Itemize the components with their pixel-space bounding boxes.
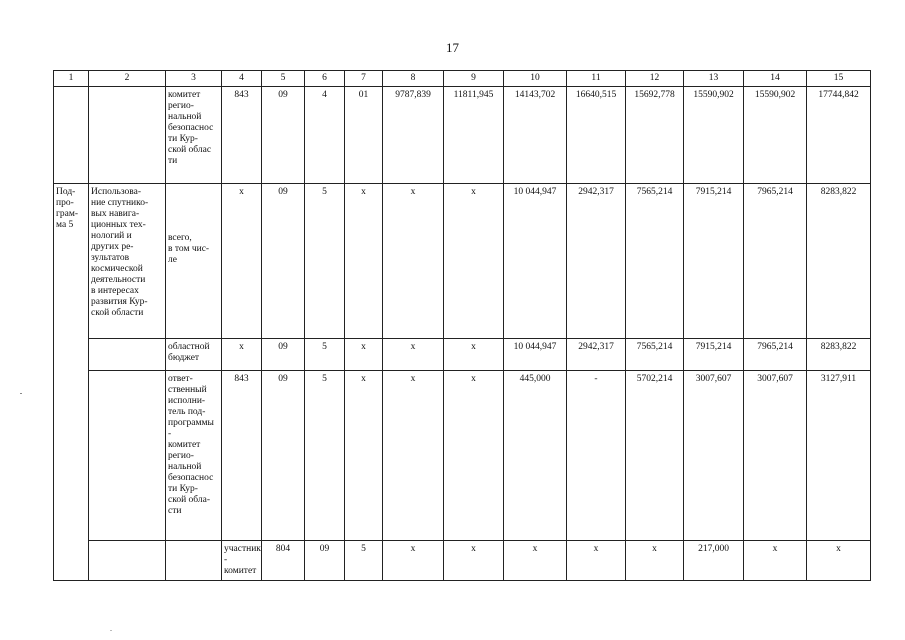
total-label: всего, в том чис- ле	[168, 233, 210, 265]
value-cell: 09	[262, 339, 305, 371]
value-cell: 8283,822	[807, 339, 871, 371]
subprogram-label: Под- про- грам- ма 5	[54, 184, 89, 581]
value-cell: 09	[262, 184, 305, 339]
header-cell: 4	[222, 71, 262, 87]
value-cell: 5	[305, 184, 345, 339]
value-cell: 843	[222, 87, 262, 184]
table-row	[54, 184, 871, 339]
value-cell: 10 044,947	[504, 184, 567, 339]
value-cell: 09	[262, 87, 305, 184]
header-cell: 1	[54, 71, 89, 87]
value-cell: х	[383, 339, 444, 371]
value-cell: 15590,902	[744, 87, 807, 184]
header-cell: 12	[626, 71, 684, 87]
subprogram-description: Использова- ние спутнико- вых навига- ционных тех- нологий и других ре- зультатов космической деятельности в интересах развития Кур- ской области	[89, 184, 166, 339]
empty-cell	[89, 541, 166, 581]
header-cell: 7	[345, 71, 383, 87]
value-cell: 09	[262, 371, 305, 541]
header-cell: 13	[684, 71, 744, 87]
header-cell: 14	[744, 71, 807, 87]
value-cell: х	[444, 339, 504, 371]
value-cell: х	[444, 184, 504, 339]
value-cell: 14143,702	[504, 87, 567, 184]
value-cell: 7565,214	[626, 184, 684, 339]
value-cell: 843	[222, 371, 262, 541]
value-cell: -	[567, 371, 626, 541]
header-cell: 2	[89, 71, 166, 87]
value-cell: 01	[345, 87, 383, 184]
value-cell: х	[444, 371, 504, 541]
header-cell: 6	[305, 71, 345, 87]
value-cell: 5	[345, 541, 383, 581]
value-cell: х	[222, 184, 262, 339]
executor-cell: ответ- ственный исполни- тель под- программы - комитет регио- нальной безопаснос ти Кур- ской обла- сти	[166, 371, 222, 541]
executor-cell: комитет регио- нальной безопаснос ти Кур- ской облас ти	[166, 87, 222, 184]
value-cell: 09	[305, 541, 345, 581]
empty-cell	[89, 371, 166, 541]
page-number: 17	[446, 40, 459, 55]
value-cell: 5	[305, 371, 345, 541]
table-header-row	[54, 71, 871, 87]
value-cell: х	[345, 339, 383, 371]
value-cell: 2942,317	[567, 339, 626, 371]
executor-cell: участник - комитет	[222, 541, 262, 581]
executor-cell	[166, 184, 222, 339]
value-cell: х	[626, 541, 684, 581]
value-cell: х	[807, 541, 871, 581]
value-cell: 17744,842	[807, 87, 871, 184]
value-cell: 5702,214	[626, 371, 684, 541]
empty-cell	[89, 339, 166, 371]
table-row	[54, 541, 871, 581]
value-cell: 2942,317	[567, 184, 626, 339]
value-cell: 7915,214	[684, 184, 744, 339]
empty-cell	[89, 87, 166, 184]
value-cell: 3007,607	[744, 371, 807, 541]
scan-speck	[20, 393, 22, 394]
value-cell: 5	[305, 339, 345, 371]
table-row	[54, 87, 871, 184]
value-cell: 7565,214	[626, 339, 684, 371]
value-cell: 9787,839	[383, 87, 444, 184]
value-cell: 15590,902	[684, 87, 744, 184]
executor-cell: областной бюджет	[166, 339, 222, 371]
value-cell: 445,000	[504, 371, 567, 541]
empty-cell	[166, 541, 222, 581]
value-cell: 8283,822	[807, 184, 871, 339]
header-cell: 11	[567, 71, 626, 87]
value-cell: 7965,214	[744, 339, 807, 371]
value-cell: х	[383, 541, 444, 581]
value-cell: 4	[305, 87, 345, 184]
value-cell: 7915,214	[684, 339, 744, 371]
value-cell: х	[345, 184, 383, 339]
value-cell: х	[504, 541, 567, 581]
value-cell: 11811,945	[444, 87, 504, 184]
table-row	[54, 371, 871, 541]
budget-table	[53, 70, 871, 581]
header-cell: 9	[444, 71, 504, 87]
value-cell: х	[345, 371, 383, 541]
value-cell: 217,000	[684, 541, 744, 581]
table-row	[54, 339, 871, 371]
value-cell: х	[744, 541, 807, 581]
header-cell: 15	[807, 71, 871, 87]
header-cell: 8	[383, 71, 444, 87]
value-cell: 3007,607	[684, 371, 744, 541]
value-cell: х	[567, 541, 626, 581]
value-cell: 10 044,947	[504, 339, 567, 371]
scan-speck	[110, 630, 112, 631]
value-cell: х	[222, 339, 262, 371]
value-cell: х	[383, 184, 444, 339]
value-cell: 16640,515	[567, 87, 626, 184]
value-cell: 15692,778	[626, 87, 684, 184]
value-cell: 3127,911	[807, 371, 871, 541]
header-cell: 10	[504, 71, 567, 87]
header-cell: 5	[262, 71, 305, 87]
value-cell: 804	[262, 541, 305, 581]
value-cell: х	[383, 371, 444, 541]
value-cell: 7965,214	[744, 184, 807, 339]
value-cell: х	[444, 541, 504, 581]
empty-cell	[54, 87, 89, 184]
header-cell: 3	[166, 71, 222, 87]
